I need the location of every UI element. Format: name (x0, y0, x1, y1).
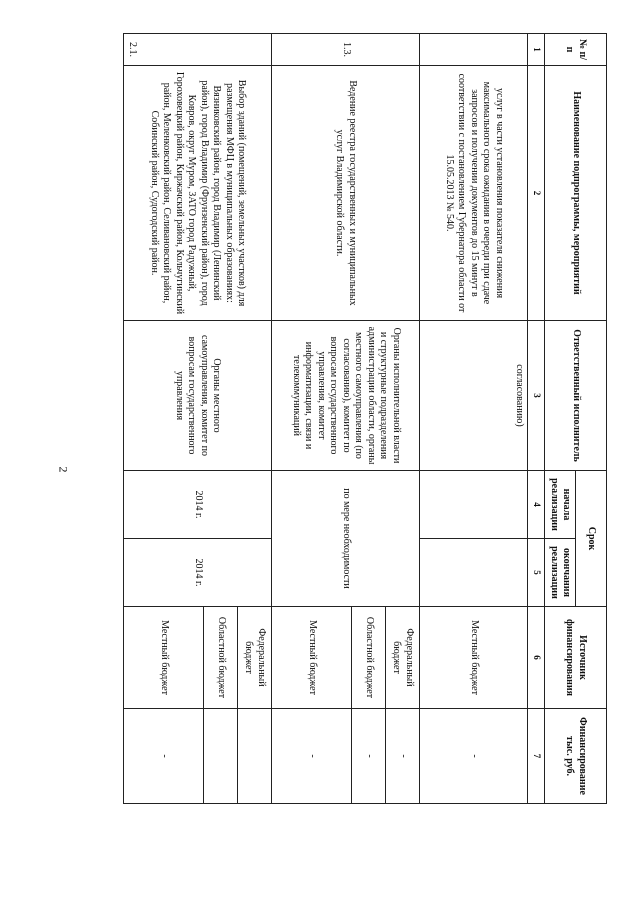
col-number: 1 (528, 34, 545, 66)
row-funding: - (386, 709, 420, 804)
header-executor: Ответственный исполнитель (545, 321, 607, 471)
page-number: 2 (56, 466, 71, 473)
row-start (420, 471, 528, 539)
header-num: № п/п (545, 34, 607, 66)
row-funding: - (352, 709, 386, 804)
row-source: Местный бюджет (124, 607, 204, 709)
row-funding (238, 709, 272, 804)
col-number: 7 (528, 709, 545, 804)
row-funding (204, 709, 238, 804)
row-num: 1.3. (272, 34, 420, 66)
header-end: окончания реализации (545, 539, 576, 607)
row-funding: - (420, 709, 528, 804)
row-num (420, 34, 528, 66)
header-row-1 (576, 34, 607, 804)
row-end: 2014 г. (124, 539, 272, 607)
row-end (420, 539, 528, 607)
col-number: 6 (528, 607, 545, 709)
row-start: 2014 г. (124, 471, 272, 539)
row-funding: - (272, 709, 352, 804)
table-row-1-3 (386, 34, 420, 804)
program-table-page (91, 33, 607, 803)
header-funding: Финансирование тыс. руб. (545, 709, 607, 804)
row-source: Областной бюджет (352, 607, 386, 709)
row-name: Ведение реестра государственных и муниципальных услуг Владимирской области. (272, 66, 420, 321)
column-numbers-row (528, 34, 545, 804)
row-term: по мере необходимости (272, 471, 420, 607)
col-number: 2 (528, 66, 545, 321)
row-executor: согласованию) (420, 321, 528, 471)
row-source: Областной бюджет (204, 607, 238, 709)
col-number: 4 (528, 471, 545, 539)
row-name: Выбор зданий (помещений, земельных участков) для размещения МФЦ в муниципальных образованиях: Вязниковский район, город Владимир (Ленинский район), город Владимир (Фрунзенский район), город Ковров, округ Муром, ЗАТО город Радужный, Гороховецкий район, Киржачский район, Кольчугинский район, Меленковский район, Селивановский район, Собинский район, Судогодский район. (124, 66, 272, 321)
row-executor: Органы местного самоуправления, комитет по вопросам государственного управления (124, 321, 272, 471)
row-funding: - (124, 709, 204, 804)
table-row-2-1 (238, 34, 272, 804)
header-name: Наименование подпрограммы, мероприятий (545, 66, 607, 321)
program-table (123, 33, 607, 804)
row-source: Местный бюджет (420, 607, 528, 709)
header-start: начала реализации (545, 471, 576, 539)
row-executor: Органы исполнительной власти и структурные подразделения администрации области, органы местного самоуправления (по согласованию), комитет по вопросам государственного управления, комитет информатизации, связи и телекоммуникаций (272, 321, 420, 471)
header-source: Источник финансирования (545, 607, 607, 709)
row-source: Федеральный бюджет (386, 607, 420, 709)
table-row-continuation (420, 34, 528, 804)
row-num: 2.1. (124, 34, 272, 66)
row-source: Местный бюджет (272, 607, 352, 709)
row-name: услуг в части установления показателя снижения максимального срока ожидания в очереди при сдаче запросов и получении документов до 15 минут в соответствии с постановлением Губернатора области от 15.05.2013 № 540. (420, 66, 528, 321)
col-number: 3 (528, 321, 545, 471)
row-source: Федеральный бюджет (238, 607, 272, 709)
header-term: Срок (576, 471, 607, 607)
col-number: 5 (528, 539, 545, 607)
